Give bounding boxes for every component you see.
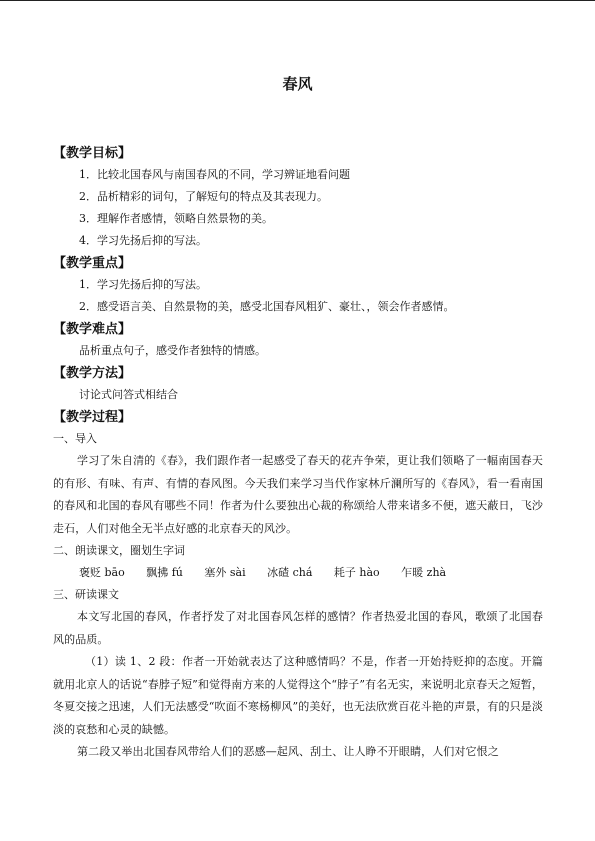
vocab-item: 乍暖 zhà [401,566,447,579]
section-heading-methods: 【教学方法】 [53,366,132,381]
goal-item-4: 4．学习先扬后抑的写法。 [79,234,207,247]
process-intro-paragraph: 学习了朱自清的《春》，我们跟作者一起感受了春天的花卉争荣，更让我们领略了一幅南国春天的有形、有味、有声、有情的春风图。今天我们来学习当代作家林斤澜所写的《春风》，看一看南国的春风和北国的春风有哪些不同！作者为什么要独出心裁的称颂给人带来诸多不便，遮天蔽日，飞沙走石，人们对他全无半点好感的北京春天的风沙。 [53,454,543,535]
vocab-item: 冰碴 chá [267,566,313,579]
process-intro-heading: 一、导入 [53,432,97,445]
process-reading-heading: 二、朗读课文，圈划生字词 [53,544,185,557]
goal-item-1: 1．比较北国春风与南国春风的不同，学习辨证地看问题 [79,168,350,181]
process-study-heading: 三、研读课文 [53,588,119,601]
document-body [53,142,543,764]
key-point-item-2: 2．感受语言美、自然景物的美，感受北国春风粗犷、豪壮、，领会作者感情。 [79,300,455,313]
difficulty-text: 品析重点句子，感受作者独特的情感。 [79,344,266,357]
vocab-item: 褒贬 bāo [79,566,125,579]
page-title: 春风 [282,75,313,93]
study-paragraph-1: 本文写北国的春风，作者抒发了对北国春风怎样的感情？作者热爱北国的春风，歌颂了北国春风的品质。 [53,610,543,646]
section-heading-process: 【教学过程】 [53,410,132,425]
section-heading-difficulties: 【教学难点】 [53,322,132,337]
study-paragraph-2: （1）读 1、2 段：作者一开始就表达了这种感情吗？不是，作者一开始持贬抑的态度。开篇就用北京人的话说“春脖子短”和觉得南方来的人觉得这个“脖子”有名无实，来说明北京春天之短暂，冬夏交接之迅速，人们无法感受“吹面不寒杨柳风”的美好，也无法欣赏百花斗艳的声景，有的只是淡淡的哀愁和心灵的缺憾。 [53,655,543,736]
methods-text: 讨论式问答式相结合 [79,388,178,401]
header-rule [0,0,595,1]
vocab-item: 耗子 hào [333,566,380,579]
study-paragraph-3: 第二段又举出北国春风带给人们的恶感—起风、刮土、让人睁不开眼睛，人们对它恨之 [77,745,499,758]
goal-item-3: 3．理解作者感情，领略自然景物的美。 [79,212,273,225]
vocab-item: 飘拂 fú [146,566,183,579]
vocab-list [53,562,543,584]
key-point-item-1: 1．学习先扬后抑的写法。 [79,278,207,291]
section-heading-goals: 【教学目标】 [53,146,132,161]
goal-item-2: 2．品析精彩的词句，了解短句的特点及其表现力。 [79,190,328,203]
section-heading-key-points: 【教学重点】 [53,256,132,271]
vocab-item: 塞外 sài [204,566,246,579]
